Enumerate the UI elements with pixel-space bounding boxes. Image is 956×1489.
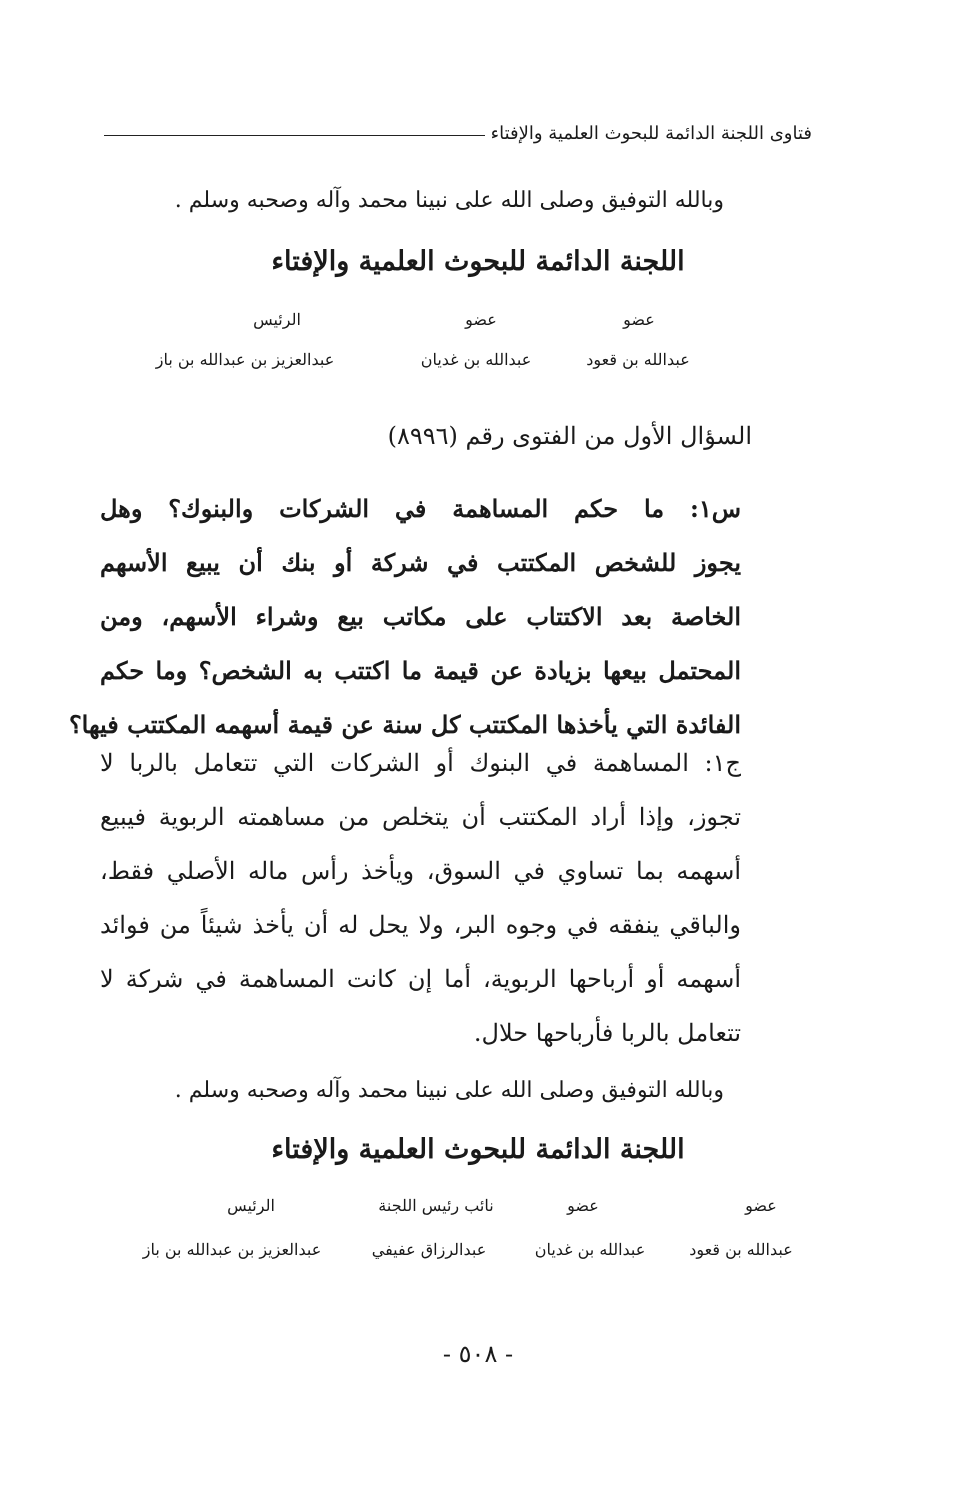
running-title: فتاوى اللجنة الدائمة للبحوث العلمية والإفتاء [490, 122, 812, 144]
question-line: س١: ما حكم المساهمة في الشركات والبنوك؟ وهل [100, 494, 741, 523]
answer-text [100, 736, 741, 1060]
signatory-role: عضو [745, 1196, 777, 1215]
signatory-name: عبدالرزاق عفيفي [371, 1240, 487, 1259]
signatory-name: عبدالعزيز بن عبدالله بن باز [155, 350, 335, 369]
closing-formula: وبالله التوفيق وصلى الله على نبينا محمد وآله وصحبه وسلم . [174, 1078, 724, 1103]
answer-line: والباقي ينفقه في وجوه البر، ولا يحل له أن يأخذ شيئاً من فوائد [100, 911, 741, 939]
question-line: المحتمل بيعها بزيادة عن قيمة ما اكتتب به الشخص؟ وما حكم [100, 656, 741, 685]
question-heading: السؤال الأول من الفتوى رقم (٨٩٩٦) [387, 422, 752, 450]
closing-formula: وبالله التوفيق وصلى الله على نبينا محمد وآله وصحبه وسلم . [174, 188, 724, 213]
signatory-role: عضو [465, 310, 497, 329]
signatory-name: عبدالعزيز بن عبدالله بن باز [142, 1240, 322, 1259]
answer-line: أسهمه أو أرباحها الربوية، أما إن كانت المساهمة في شركة لا [100, 965, 741, 993]
page-number: - ٥٠٨ - [442, 1340, 514, 1368]
answer-line: تتعامل بالربا فأرباحها حلال. [473, 1019, 741, 1047]
signatory-role: عضو [623, 310, 655, 329]
answer-line: تجوز، وإذا أراد المكتتب أن يتخلص من مساهمته الربوية فيبيع [100, 803, 741, 831]
signatory-name: عبدالله بن قعود [689, 1240, 793, 1259]
answer-line: ج١: المساهمة في البنوك أو الشركات التي تتعامل بالربا لا [100, 749, 741, 777]
question-line: الفائدة التي يأخذها المكتتب كل سنة عن قيمة أسهمه المكتتب فيها؟ [68, 710, 741, 739]
committee-name: اللجنة الدائمة للبحوث العلمية والإفتاء [271, 246, 685, 277]
signatory-role: عضو [567, 1196, 599, 1215]
answer-line: أسهمه بما تساوي في السوق، ويأخذ رأس ماله الأصلي فقط، [100, 857, 741, 885]
signatory-role: الرئيس [253, 310, 301, 329]
signatory-role: نائب رئيس اللجنة [378, 1196, 494, 1215]
signatory-role: الرئيس [227, 1196, 275, 1215]
running-header [104, 118, 812, 148]
signatory-name: عبدالله بن قعود [586, 350, 690, 369]
question-line: الخاصة بعد الاكتتاب على مكاتب بيع وشراء الأسهم، ومن [100, 602, 741, 631]
signatory-name: عبدالله بن غديان [420, 350, 532, 369]
header-rule [104, 135, 485, 136]
committee-name: اللجنة الدائمة للبحوث العلمية والإفتاء [271, 1134, 685, 1165]
question-text [68, 482, 741, 752]
question-line: يجوز للشخص المكتتب في شركة أو بنك أن يبيع الأسهم [100, 548, 741, 577]
signatory-name: عبدالله بن غديان [534, 1240, 646, 1259]
